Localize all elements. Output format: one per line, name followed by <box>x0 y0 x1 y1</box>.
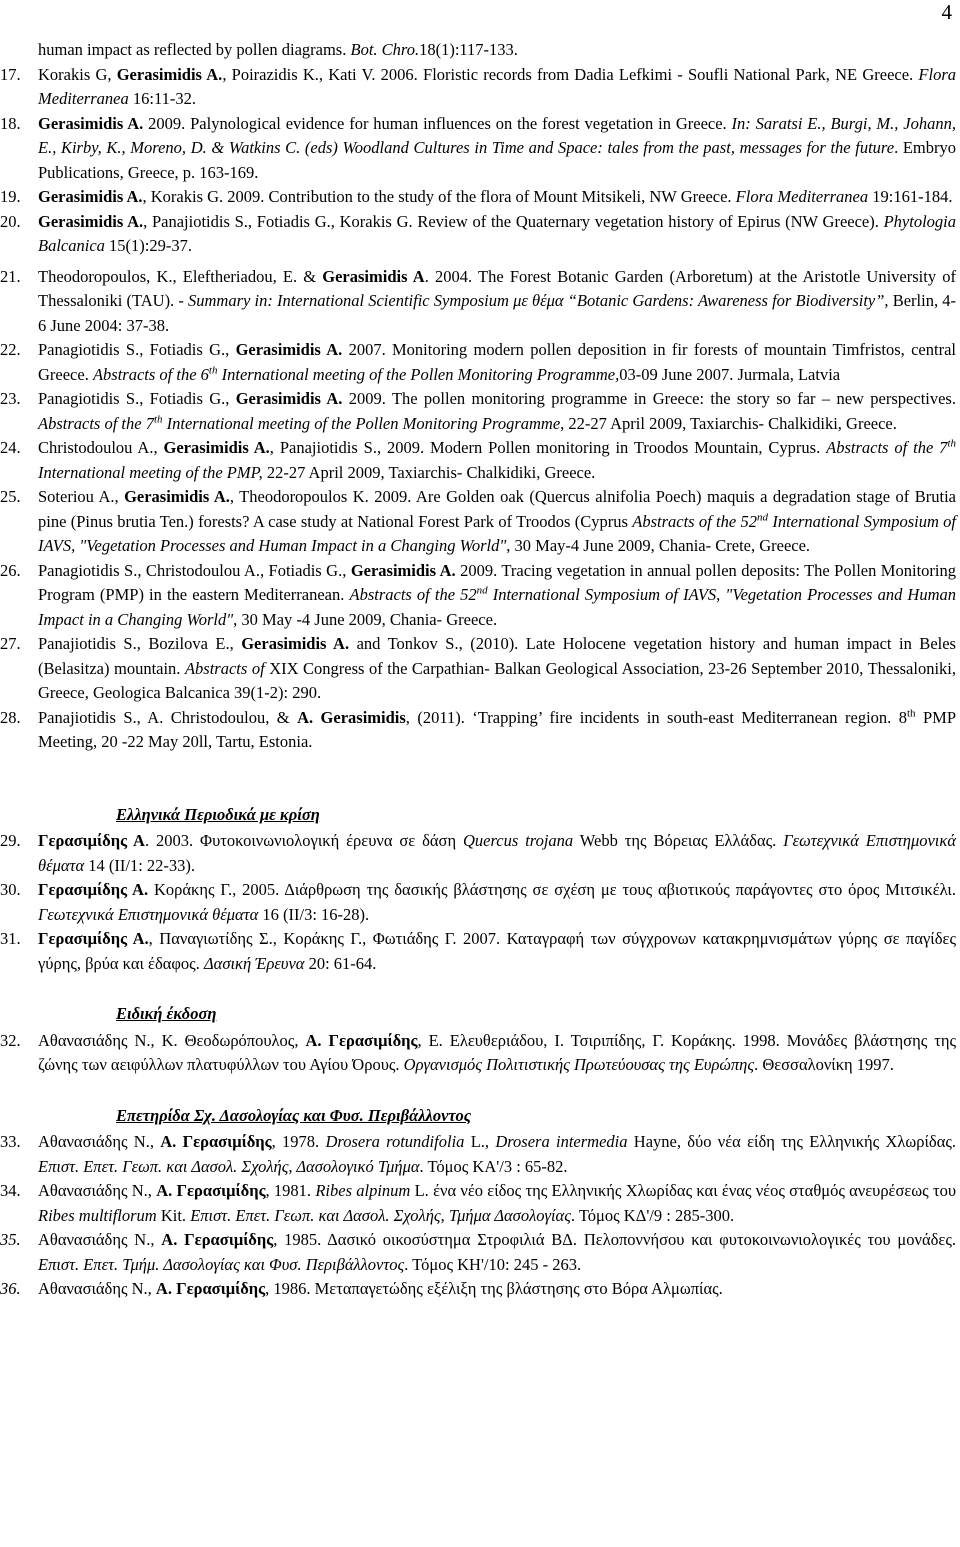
reference-number: 23. <box>0 389 21 408</box>
author-name: Gerasimidis A. <box>116 64 223 84</box>
text-run: Theodoropoulos, K., Eleftheriadou, E. & <box>38 266 323 286</box>
text-run: . 2003. Φυτοκοινωνιολογική έρευνα σε δάση <box>144 831 463 850</box>
italic-text: International meeting of the Pollen Monitoring Programme, <box>217 364 620 384</box>
greek-sections <box>0 755 960 1302</box>
text-run: . Τόμος ΚΗ'/10: 245 - 263. <box>404 1254 582 1274</box>
text-run: 16 (ΙΙ/3: 16-28). <box>258 904 370 924</box>
reference-item <box>0 1029 960 1078</box>
journal-article-list <box>0 63 960 755</box>
text-run: 15(1):29-37. <box>104 236 192 255</box>
author-name: Gerasimidis A. <box>163 438 270 457</box>
text-run: Κοράκης Γ., 2005. Διάρθρωση της δασικής βλάστησης σε σχέση με τους αβιοτικούς παράγοντες στο όρος Μιτσικέλι. <box>148 880 956 899</box>
italic-text: Bot. Chro. <box>350 40 420 59</box>
text-run: . Θεσσαλονίκη 1997. <box>754 1055 894 1074</box>
reference-number: 25. <box>0 487 21 506</box>
reference-number: 17. <box>0 64 21 84</box>
italic-text: Quercus trojana <box>463 831 574 850</box>
reference-item <box>0 1179 960 1228</box>
text-run: Αθανασιάδης Ν., <box>38 1132 161 1151</box>
text-run: , Panajiotidis S., 2009. Modern Pollen monitoring in Troodos Mountain, Cyprus. <box>269 438 827 457</box>
reference-item <box>0 63 960 112</box>
text-run: 19:161-184. <box>868 187 953 206</box>
author-name: Gerasimidis A. <box>241 634 350 653</box>
italic-text: Οργανισμός Πολιτιστικής Πρωτεύουσας της Ευρώπης <box>403 1055 755 1074</box>
text-run: Αθανασιάδης Ν., <box>38 1181 157 1200</box>
author-name: Α. Γερασιμίδης <box>156 1181 266 1200</box>
text-run: , Theodoropoulos K. 2009. Are Golden oak (Quercus alnifolia Poech) maquis a degradation stage of Brutia pine (Pinus brutia Ten.) forests? A case study at National Forest Park of Troodos (Cyprus <box>38 487 956 531</box>
reference-item <box>0 829 960 878</box>
section-heading: Ελληνικά Περιοδικά με κρίση <box>116 804 320 824</box>
author-name: Gerasimidis A. <box>38 187 143 206</box>
reference-item <box>0 706 960 755</box>
reference-number: 29. <box>0 831 21 850</box>
italic-text: Summary in: International Scientific Symposium με θέμα “Botanic Gardens: Awareness for Biodiversity” <box>188 291 885 310</box>
italic-text: Ribes multiflorum <box>38 1205 157 1225</box>
text-run: and Tonkov S., (2010). Late Holocene vegetation history and human impact in Beles (Belasitza) mountain. <box>38 634 956 678</box>
reference-number: 34. <box>0 1181 21 1200</box>
author-name: Gerasimidis A. <box>350 560 456 580</box>
section-spacer <box>0 1078 960 1104</box>
text-run: th <box>906 707 916 719</box>
italic-text: Flora Mediterranea <box>38 64 956 108</box>
reference-number: 22. <box>0 340 21 359</box>
text-run: , Panajiotidis S., Fotiadis G., Korakis G. Review of the Quaternary vegetation history of Epirus (NW Greece). <box>143 211 884 231</box>
text-run: 22-27 April 2009, Taxiarchis- Chalkidiki, Greece. <box>262 462 596 482</box>
text-run: , 1986. Μεταπαγετώδης εξέλιξη της βλάστησης στο Βόρα Αλμωπίας. <box>265 1279 723 1298</box>
italic-text: nd <box>476 584 488 597</box>
text-run: Αθανασιάδης Ν., <box>38 1279 156 1298</box>
italic-text: Flora Mediterranea <box>735 187 869 206</box>
reference-item <box>0 387 960 436</box>
italic-text: In: Saratsi E., Burgi, M., Johann, E., Kirby, K., Moreno, D. & Watkins C. (eds) Woodland Cultures in Time and Space: tales from the past, messages for the future <box>38 113 956 157</box>
author-name: Gerasimidis A. <box>38 211 144 231</box>
italic-text: Abstracts of the 6 <box>92 364 209 384</box>
italic-text: Abstracts of the 7 <box>826 438 948 457</box>
text-run: XIX Congress of the Carpathian- Balkan Geological Association, 23-26 September 2010, Thessaloniki, Greece, Geologica Balcanica 39(1-2): 290. <box>38 658 957 702</box>
reference-number: 19. <box>0 187 21 206</box>
text-run: 2007. Monitoring modern pollen deposition in fir forests of mountain Timfristos, central Greece. <box>38 340 956 384</box>
reference-number: 21. <box>0 266 21 286</box>
text-run: . Τόμος ΚΑ'/3 : 65-82. <box>419 1156 568 1176</box>
text-run: 18(1):117-133. <box>419 40 518 59</box>
text-run: Panagiotidis S., Fotiadis G., <box>38 389 236 408</box>
italic-text: nd <box>757 511 769 523</box>
text-run: Panagiotidis S., Fotiadis G., <box>38 340 236 359</box>
reference-item <box>0 210 960 259</box>
text-run: 2009. Tracing vegetation in annual pollen deposits: The Pollen Monitoring Program (PMP) in the eastern Mediterranean. <box>38 560 956 604</box>
italic-text: Abstracts of <box>184 658 265 678</box>
text-run: . 2004. The Forest Botanic Garden (Arboretum) at the Aristotle University of Thessaloniki (TAU). - <box>38 266 957 310</box>
text-run: , Ε. Ελευθεριάδου, Ι. Τσιριπίδης, Γ. Κοράκης. 1998. Μονάδες βλάστησης της ζώνης των αειφύλλων πλατυφύλλων του Αγίου Όρους. <box>38 1030 956 1074</box>
section-spacer <box>0 976 960 1002</box>
text-run: 2009. The pollen monitoring programme in Greece: the story so far – new perspectives. <box>342 389 956 408</box>
italic-text: International Symposium of IAVS, "Vegetation Processes and Human Impact in a Changing World" <box>38 511 956 555</box>
italic-text: th <box>947 437 956 450</box>
reference-number: 35. <box>0 1230 21 1249</box>
text-run: Αθανασιάδης Ν., <box>38 1230 162 1249</box>
text-run: PMP Meeting, 20 -22 May 20ll, Tartu, Estonia. <box>38 707 956 751</box>
italic-text: th <box>153 413 163 425</box>
text-run: Kit. <box>156 1205 191 1225</box>
continuation-paragraph <box>0 38 960 63</box>
text-run: . Embryo Publications, Greece, p. 163-169. <box>38 138 956 182</box>
text-run: Αθανασιάδης Ν., Κ. Θεοδωρόπουλος, <box>38 1030 306 1050</box>
text-run: , 30 May -4 June 2009, Chania- Greece. <box>233 609 498 629</box>
text-run: 2009. Palynological evidence for human influences on the forest vegetation in Greece. <box>143 113 732 133</box>
italic-text: th <box>208 364 218 376</box>
text-run: , Παναγιωτίδης Σ., Κοράκης Γ., Φωτιάδης Γ. 2007. Καταγραφή των σύγχρονων κατακρημνισμάτων γύρης σε παγίδες γύρης, βρύα και έδαφος. <box>38 929 956 973</box>
author-name: Γερασιμίδης Α <box>38 831 145 850</box>
author-name: Γερασιμίδης Α. <box>38 929 149 948</box>
reference-number: 26. <box>0 560 21 580</box>
text-run: Soteriou A., <box>38 487 125 506</box>
text-run: Panajiotidis S., A. Christodoulou, & <box>38 707 298 727</box>
author-name: Α. Γερασιμίδης <box>160 1132 272 1151</box>
text-run: , Korakis G. 2009. Contribution to the study of the flora of Mount Mitsikeli, NW Greece. <box>142 187 736 206</box>
text-run: 16:11-32. <box>128 89 196 108</box>
text-run: , (2011). ‘Trapping’ fire incidents in south-east Mediterranean region. 8 <box>405 707 907 727</box>
reference-number: 36. <box>0 1279 21 1298</box>
reference-item <box>0 338 960 387</box>
author-name: Gerasimidis A. <box>124 487 230 506</box>
text-run: . Τόμος ΚΔ'/9 : 285-300. <box>570 1205 735 1225</box>
text-run: Panajiotidis S., Bozilova E., <box>38 634 242 653</box>
italic-text: Επιστ. Επετ. Γεωπ. και Δασολ. Σχολής, Τμήμα Δασολογίας <box>190 1205 571 1225</box>
section-spacer <box>0 755 960 803</box>
italic-text: Abstracts of the 7 <box>38 413 154 433</box>
author-name: Gerasimidis A. <box>235 340 343 359</box>
text-run: Webb της Βόρειας Ελλάδας. <box>573 831 784 850</box>
reference-number: 18. <box>0 113 21 133</box>
text-run: 14 (ΙΙ/1: 22-33). <box>84 855 196 875</box>
text-run: Christodoulou A., <box>38 438 164 457</box>
text-run: , Berlin, 4-6 June 2004: 37-38. <box>38 291 956 335</box>
text-run: L. ένα νέο είδος της Ελληνικής Χλωρίδας και ένας νέος σταθμός ανευρέσεως του <box>410 1181 957 1200</box>
reference-item <box>0 1228 960 1277</box>
text-run: , Poirazidis K., Kati V. 2006. Floristic records from Dadia Lefkimi - Soufli National Park, NE Greece. <box>222 64 919 84</box>
text-run: , 1978. <box>271 1132 326 1151</box>
author-name: Gerasimidis A. <box>235 389 343 408</box>
reference-item <box>0 927 960 976</box>
reference-item <box>0 265 960 339</box>
document-body <box>0 38 960 1302</box>
text-run: , 1981. <box>265 1181 316 1200</box>
author-name: Γερασιμίδης Α. <box>38 880 149 899</box>
reference-number: 31. <box>0 929 21 948</box>
italic-text: International Symposium of IAVS, "Vegetation Processes and Human Impact in a Changing World" <box>38 585 956 629</box>
italic-text: Drosera intermedia <box>495 1132 628 1151</box>
text-run: , 30 May-4 June 2009, Chania- Crete, Greece. <box>506 536 811 555</box>
reference-number: 28. <box>0 707 21 727</box>
italic-text: Δασική Έρευνα <box>203 953 305 973</box>
reference-item <box>0 878 960 927</box>
italic-text: Drosera rotundifolia <box>325 1132 465 1151</box>
reference-number: 20. <box>0 211 21 231</box>
reference-number: 30. <box>0 880 21 899</box>
author-name: Gerasimidis A <box>322 266 425 286</box>
text-run: human impact as reflected by pollen diagrams. <box>38 40 351 59</box>
italic-text: Επιστ. Επετ. Τμήμ. Δασολογίας και Φυσ. Περιβάλλοντος <box>38 1254 405 1274</box>
text-run: 20: 61-64. <box>304 953 377 973</box>
italic-text: Γεωτεχνικά Επιστημονικά θέματα <box>38 904 259 924</box>
reference-number: 32. <box>0 1030 21 1050</box>
section-heading: Επετηρίδα Σχ. Δασολογίας και Φυσ. Περιβάλλοντος <box>116 1105 472 1125</box>
italic-text: Abstracts of the 52 <box>632 511 758 531</box>
italic-text: Ribes alpinum <box>315 1181 411 1200</box>
author-name: Gerasimidis A. <box>38 113 144 133</box>
reference-item <box>0 185 960 210</box>
reference-number: 24. <box>0 438 21 457</box>
text-run: Panagiotidis S., Christodoulou A., Fotiadis G., <box>38 560 351 580</box>
author-name: A. Gerasimidis <box>297 707 406 727</box>
reference-item <box>0 632 960 706</box>
section-heading: Ειδική έκδοση <box>116 1004 217 1023</box>
reference-item <box>0 112 960 186</box>
reference-item <box>0 436 960 485</box>
author-name: Α. Γερασιμίδης <box>305 1030 418 1050</box>
reference-number: 27. <box>0 634 21 653</box>
text-run: Hayne, δύο νέα είδη της Ελληνικής Χλωρίδας. <box>627 1132 956 1151</box>
text-run: Korakis G, <box>38 64 117 84</box>
italic-text: Επιστ. Επετ. Γεωπ. και Δασολ. Σχολής, Δασολογικό Τμήμα <box>38 1156 420 1176</box>
text-run: , 1985. Δασικό οικοσύστημα Στροφιλιά ΒΔ. Πελοποννήσου και φυτοκοινωνιολογικές του μονάδες. <box>273 1230 956 1249</box>
italic-text: Γεωτεχνικά Επιστημονικά θέματα <box>38 831 956 875</box>
reference-item <box>0 1130 960 1179</box>
reference-item <box>0 559 960 633</box>
reference-item <box>0 485 960 559</box>
text-run: 03-09 June 2007. Jurmala, Latvia <box>619 364 841 384</box>
italic-text: Phytologia Balcanica <box>38 211 956 255</box>
italic-text: Abstracts of the 52 <box>349 585 477 604</box>
text-run: L., <box>464 1132 496 1151</box>
reference-item <box>0 1277 960 1302</box>
text-run: 22-27 April 2009, Taxiarchis- Chalkidiki, Greece. <box>564 413 897 433</box>
page-number: 4 <box>941 0 952 24</box>
author-name: Α. Γερασιμίδης <box>161 1230 274 1249</box>
reference-number: 33. <box>0 1132 21 1151</box>
italic-text: International meeting of the PMP, <box>38 462 263 482</box>
author-name: Α. Γερασιμίδης <box>155 1279 266 1298</box>
italic-text: International meeting of the Pollen Monitoring Programme, <box>162 413 565 433</box>
